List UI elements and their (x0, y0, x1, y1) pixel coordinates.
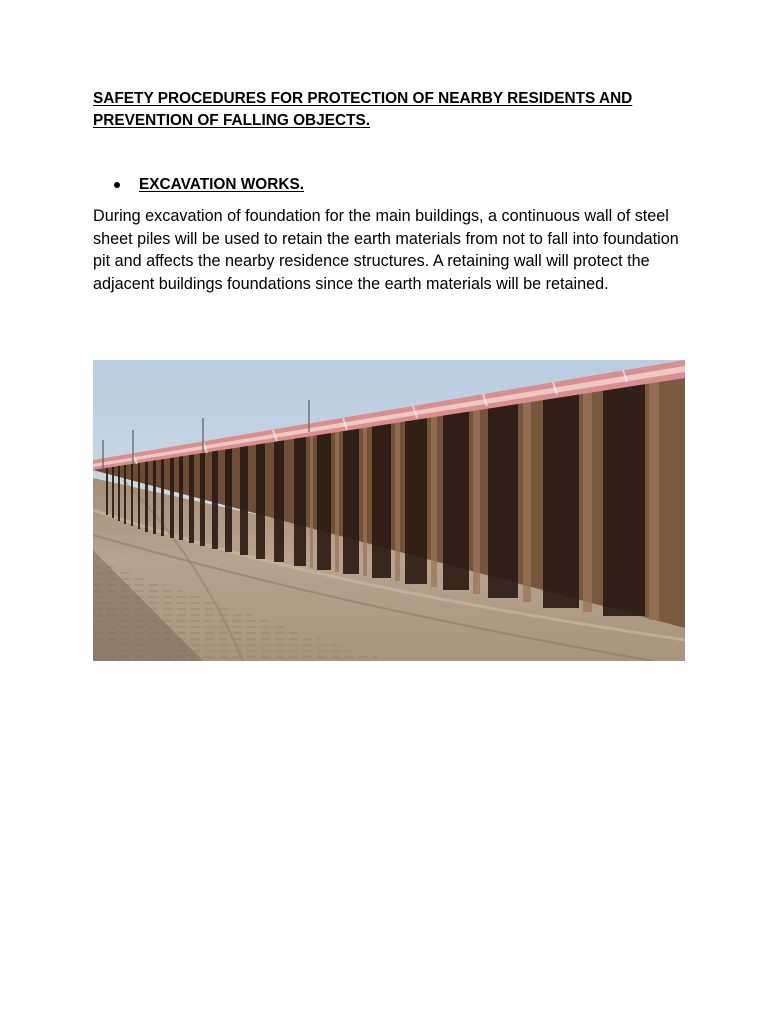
sheet-pile-wall-photo (93, 360, 685, 661)
bullet-icon (114, 182, 120, 188)
document-title: SAFETY PROCEDURES FOR PROTECTION OF NEARBY RESIDENTS AND PREVENTION OF FALLING OBJECTS. (93, 90, 633, 129)
section-heading: EXCAVATION WORKS. (139, 176, 305, 193)
body-paragraph: During excavation of foundation for the main buildings, a continuous wall of steel sheet piles will be used to retain the earth materials from not to fall into foundation pit and affects the nearby residence structures. A retaining wall will protect the adjacent buildings foundations since the earth materials will be retained. (93, 207, 679, 293)
bullet-list-item (114, 174, 304, 196)
